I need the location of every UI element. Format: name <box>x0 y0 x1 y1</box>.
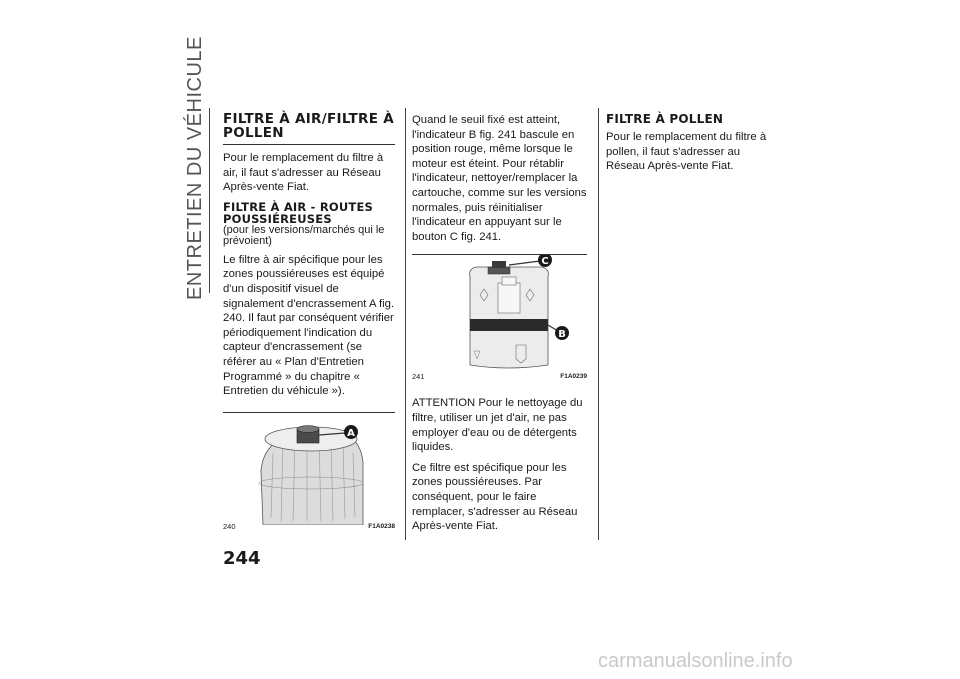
figure-code: F1A0239 <box>560 372 587 380</box>
column-divider-1 <box>405 108 406 540</box>
figure-241 <box>412 254 587 384</box>
pollen-heading: FILTRE À POLLEN <box>606 112 724 126</box>
watermark: carmanualsonline.info <box>598 650 793 672</box>
body-paragraph: Le filtre à air spécifique pour les zones poussiéreuses est équipé d'un dispositif visuel de signalement d'encrassement A fig. 240. Il faut par conséquent vérifier périodiquement l'indication du capteur d'encrassement (se référer au « Plan d'Entretien Programmé » du chapitre « Entretien du véhicule »). <box>223 253 395 398</box>
version-note: (pour les versions/marchés qui le prévoient) <box>223 223 385 247</box>
callout-c-label: C <box>541 256 549 268</box>
margin-rule <box>209 108 210 293</box>
indicator-illustration <box>412 255 587 373</box>
pollen-paragraph: Pour le remplacement du filtre à pollen, il faut s'adresser au Réseau Après-vente Fiat. <box>606 131 767 173</box>
page-number: 244 <box>223 548 261 569</box>
chapter-title-text: ENTRETIEN DU VÉHICULE <box>184 36 206 300</box>
column-divider-2 <box>598 108 599 540</box>
callout-a-label: A <box>347 427 355 439</box>
figure-number: 240 <box>223 522 236 532</box>
chapter-title <box>180 36 216 308</box>
attention-paragraph: ATTENTION Pour le nettoyage du filtre, utiliser un jet d'air, ne pas employer d'eau ou de détergents liquides. <box>412 397 583 454</box>
column-3 <box>606 113 782 180</box>
column-1 <box>223 112 395 535</box>
figure-number: 241 <box>412 371 425 381</box>
section-heading: FILTRE À AIR/FILTRE À POLLEN <box>223 112 395 145</box>
callout-b-label: B <box>558 329 566 341</box>
figure-240 <box>223 412 395 535</box>
subsection-heading: FILTRE À AIR - ROUTES POUSSIÉREUSES <box>223 199 373 226</box>
air-filter-illustration <box>223 413 395 525</box>
figure-code: F1A0238 <box>368 523 395 531</box>
intro-paragraph: Pour le remplacement du filtre à air, il faut s'adresser au Réseau Après-vente Fiat. <box>223 152 384 194</box>
column-2 <box>412 113 587 540</box>
specific-filter-paragraph: Ce filtre est spécifique pour les zones poussiéreuses. Par conséquent, pour le faire remplacer, s'adresser au Réseau Après-vente Fiat. <box>412 461 578 533</box>
indicator-paragraph: Quand le seuil fixé est atteint, l'indicateur B fig. 241 bascule en position rouge, même lorsque le moteur est éteint. Pour rétablir l'indicateur, nettoyer/remplacer la cartouche, comme sur les versions normales, puis réinitialiser l'indicateur en appuyant sur le bouton C fig. 241. <box>412 114 587 243</box>
